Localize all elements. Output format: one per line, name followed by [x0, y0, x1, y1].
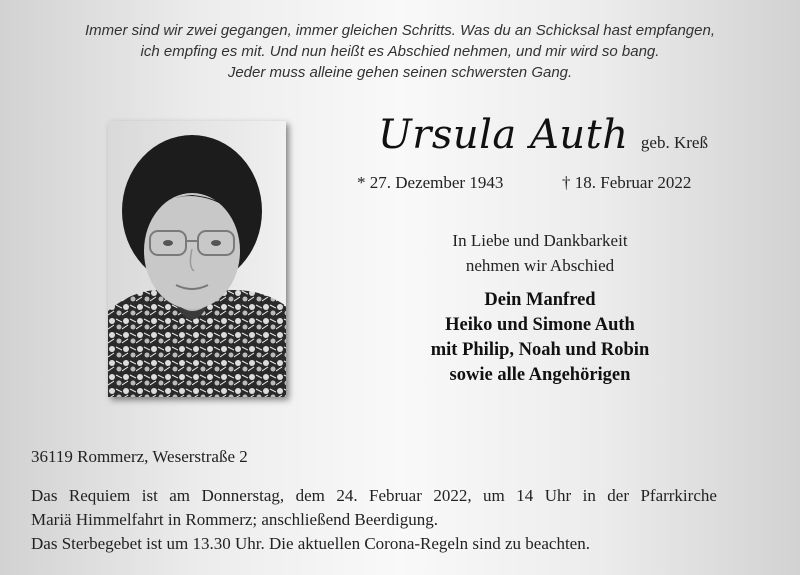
- poem-line: Immer sind wir zwei gegangen, immer gleichen Schritts. Was du an Schicksal hast empfangen,: [84, 22, 715, 39]
- notice-word: Donnerstag,: [201, 486, 285, 505]
- portrait-image: [108, 121, 286, 397]
- notice-word: Februar: [369, 486, 422, 505]
- family-line: mit Philip, Noah und Robin: [430, 340, 650, 360]
- death-date: † 18. Februar 2022: [562, 173, 692, 192]
- notice-word: dem: [295, 486, 325, 505]
- notice-line-3: Das Sterbegebet ist um 13.30 Uhr. Die aktuellen Corona-Regeln sind zu beachten.: [31, 534, 590, 553]
- address: 36119 Rommerz, Weserstraße 2: [31, 447, 248, 466]
- service-notice: [31, 484, 717, 556]
- notice-word: am: [169, 486, 191, 505]
- notice-word: 24.: [336, 486, 358, 505]
- deceased-name-block: [378, 112, 708, 158]
- notice-word: um: [483, 486, 505, 505]
- notice-line-2: Mariä Himmelfahrt in Rommerz; anschließend Beerdigung.: [31, 510, 438, 529]
- poem-line: Jeder muss alleine gehen seinen schwersten Gang.: [227, 64, 573, 81]
- deceased-name: Ursula Auth: [378, 112, 629, 158]
- farewell-line: In Liebe und Dankbarkeit: [452, 231, 628, 250]
- birth-date: * 27. Dezember 1943: [357, 173, 504, 192]
- notice-word: Das: [31, 486, 58, 505]
- poem: [0, 20, 800, 83]
- farewell-text: [340, 228, 740, 278]
- notice-word: in: [582, 486, 596, 505]
- family-line: Dein Manfred: [484, 290, 596, 310]
- poem-line: ich empfing es mit. Und nun heißt es Abschied nehmen, und mir wird so bang.: [140, 43, 660, 60]
- family-signature: [340, 288, 740, 388]
- notice-word: ist: [141, 486, 158, 505]
- portrait-photo: [108, 121, 286, 397]
- notice-line-1: [31, 484, 717, 508]
- notice-word: 14: [516, 486, 534, 505]
- family-line: Heiko und Simone Auth: [445, 315, 635, 335]
- family-line: sowie alle Angehörigen: [449, 365, 631, 385]
- notice-word: der: [607, 486, 629, 505]
- maiden-name: geb. Kreß: [640, 133, 708, 152]
- notice-word: 2022,: [433, 486, 472, 505]
- notice-word: Uhr: [544, 486, 572, 505]
- farewell-line: nehmen wir Abschied: [465, 256, 615, 275]
- notice-word: Requiem: [68, 486, 131, 505]
- life-dates: [357, 173, 727, 193]
- notice-word: Pfarrkirche: [640, 486, 717, 505]
